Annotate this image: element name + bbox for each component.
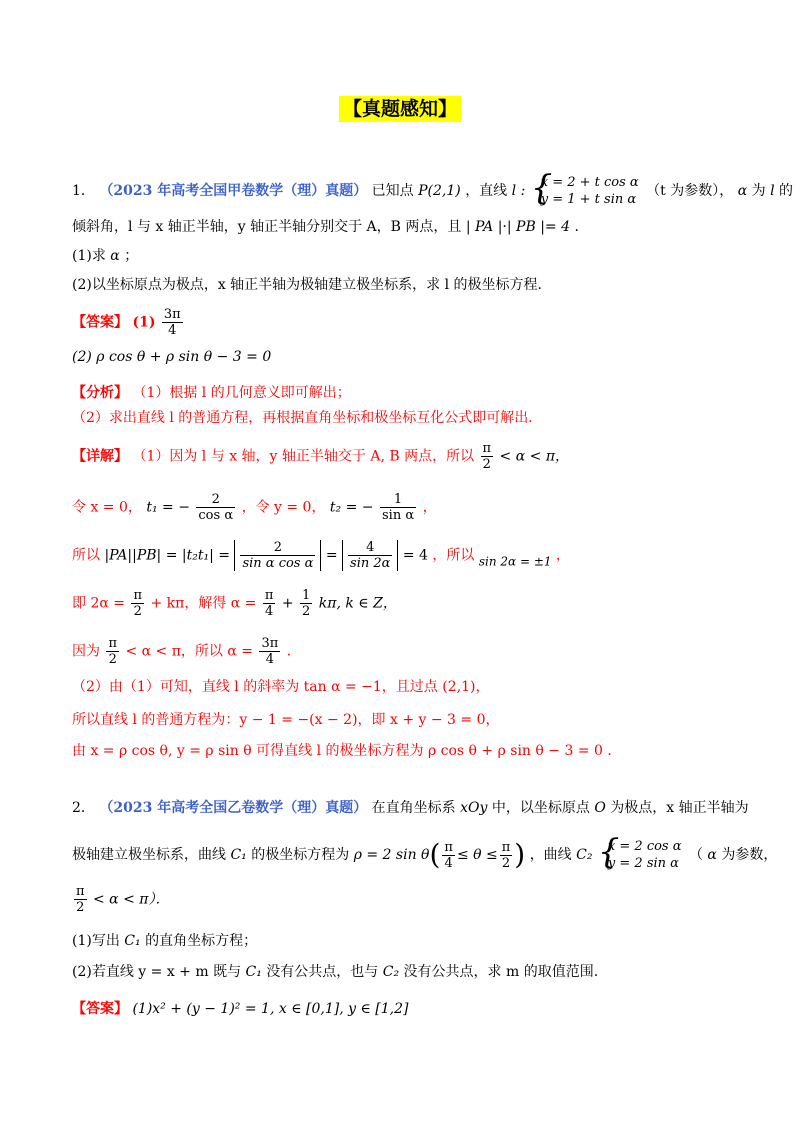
- q1-detail-5: [72, 636, 732, 667]
- q2-stem-line3: [72, 884, 732, 915]
- q1-answer-2: [72, 346, 732, 368]
- text: ，所以: [432, 547, 475, 564]
- text: （: [688, 847, 703, 863]
- alpha: α: [737, 183, 748, 199]
- q2-stem-line1: [72, 797, 749, 819]
- q1-answer-1: [72, 307, 732, 338]
- numerator: 1: [302, 588, 311, 603]
- q2-stem-line2: [72, 838, 778, 872]
- line-l: l :: [511, 183, 526, 199]
- q1-stem-line1: [72, 174, 794, 208]
- text: 为参数，: [721, 847, 778, 863]
- text: 所以: [72, 547, 100, 564]
- numerator: 4: [348, 540, 392, 556]
- numerator: π: [482, 441, 492, 456]
- denominator: 2: [76, 900, 85, 915]
- fraction: [162, 307, 183, 338]
- text: +: [281, 595, 294, 612]
- text: 为极点，x 轴正半轴为: [610, 800, 749, 816]
- text: t₁ = −: [146, 499, 190, 516]
- text: 极轴建立极坐标系，曲线: [72, 847, 226, 863]
- denominator: 4: [444, 855, 453, 871]
- q2-part1: [72, 930, 732, 952]
- text: 的: [779, 183, 794, 199]
- text: (2)若直线 y = x + m 既与: [72, 964, 242, 980]
- text: （1）因为 l 与 x 轴，y 轴正半轴交于 A, B 两点，所以: [132, 448, 475, 465]
- fraction: [442, 840, 455, 871]
- text: 没有公共点，也与: [266, 964, 379, 980]
- numerator: π: [501, 839, 511, 855]
- q2-source: （2023 年高考全国乙卷数学（理）真题）: [99, 800, 368, 816]
- text: .: [574, 219, 579, 235]
- fraction: [380, 492, 416, 523]
- q1-detail-7: 所以直线 l 的普通方程为：y − 1 = −(x − 2)，即 x + y − 3 = 0，: [72, 712, 500, 728]
- q1-parametric-system: [533, 174, 639, 208]
- point-p: P(2,1): [418, 183, 461, 199]
- q2-parametric-system: [600, 838, 682, 872]
- text: = 4: [402, 547, 428, 564]
- abs-value: [342, 540, 398, 571]
- text: O: [594, 800, 606, 816]
- denominator: cos α: [198, 508, 234, 523]
- numerator: π: [76, 884, 85, 899]
- text: ，: [555, 547, 570, 564]
- q1-source: （2023 年高考全国甲卷数学（理）真题）: [99, 183, 368, 199]
- numerator: π: [108, 636, 117, 651]
- text: C₂: [382, 964, 400, 980]
- q1-part1: [72, 245, 732, 267]
- text: 已知点: [371, 183, 414, 199]
- numerator: 1: [380, 492, 416, 508]
- text: xOy: [460, 800, 488, 816]
- q1-detail-8: 由 x = ρ cos θ, y = ρ sin θ 可得直线 l 的极坐标方程为 ρ cos θ + ρ sin θ − 3 = 0 ．: [72, 743, 622, 759]
- denominator: sin α cos α: [242, 556, 314, 571]
- fraction: [131, 588, 144, 619]
- q1-detail-2: [72, 492, 732, 523]
- denominator: 2: [302, 604, 311, 619]
- text: α: [707, 847, 717, 863]
- text: 没有公共点，求 m 的取值范围.: [403, 964, 599, 980]
- numerator: π: [133, 588, 142, 603]
- q1-stem-line2: [72, 216, 732, 238]
- text: |PA||PB| = |t₂t₁| =: [104, 547, 230, 564]
- q1-detail-6: （2）由（1）可知，直线 l 的斜率为 tan α = −1，且过点 (2,1)，: [72, 679, 490, 695]
- answer-label: 【答案】: [72, 1001, 128, 1017]
- text: 在直角坐标系: [371, 800, 456, 816]
- text: 的直角坐标方程；: [145, 933, 258, 949]
- text: kπ, k ∈ Z，: [318, 595, 397, 612]
- q1-part2: (2)以坐标原点为极点，x 轴正半轴为极轴建立极坐标系，求 l 的极坐标方程.: [72, 277, 543, 293]
- text: （t 为参数），: [646, 183, 734, 199]
- abs-value: [234, 540, 321, 571]
- analysis-label: 【分析】: [72, 385, 128, 401]
- text: C₂: [576, 847, 593, 863]
- text: ρ = 2 sin θ: [353, 847, 430, 863]
- denominator: 2: [108, 652, 117, 667]
- fraction: [481, 441, 494, 472]
- numerator: 3π: [163, 307, 181, 322]
- q2-answer-1: [72, 998, 732, 1020]
- section-title: [0, 94, 800, 121]
- numerator: π: [444, 839, 453, 855]
- q1-detail-1: [72, 441, 732, 472]
- alpha: α: [110, 248, 120, 264]
- numerator: 2: [196, 492, 235, 508]
- text: ，令 y = 0，: [241, 499, 326, 516]
- text: < α < π，所以 α =: [125, 643, 254, 660]
- sys-row-1: { x = 2 + t cos α: [540, 175, 639, 190]
- l-symbol: l: [770, 183, 775, 199]
- text: =: [325, 547, 338, 564]
- q1-analysis-1: [72, 382, 732, 404]
- denominator: 2: [482, 457, 491, 472]
- denominator: 4: [168, 323, 177, 338]
- denominator: 4: [265, 652, 275, 667]
- condition: | PA |·| PB |= 4: [465, 219, 571, 235]
- q2-part2: [72, 961, 732, 983]
- q2-number: 2．: [72, 800, 95, 816]
- text: (1)求: [72, 248, 106, 264]
- fraction: [106, 636, 119, 667]
- text: C₁: [245, 964, 262, 980]
- fraction: [500, 840, 513, 871]
- denominator: 2: [501, 855, 511, 871]
- text: ，曲线: [529, 847, 572, 863]
- text: (2) ρ cos θ + ρ sin θ − 3 = 0: [72, 349, 272, 365]
- text: 倾斜角，l 与 x 轴正半轴，y 轴正半轴分别交于 A，B 两点，且: [72, 219, 462, 235]
- numerator: π: [264, 588, 274, 603]
- section-title-text: 【真题感知】: [339, 96, 461, 122]
- text: sin 2α = ±1: [478, 554, 552, 569]
- text: (1): [132, 314, 156, 331]
- text: 令 x = 0，: [72, 499, 142, 516]
- fraction: [74, 884, 87, 915]
- fraction: [240, 540, 315, 571]
- text: 即 2α =: [72, 595, 125, 612]
- detail-label: 【详解】: [72, 448, 128, 465]
- text: ．: [286, 643, 301, 660]
- fraction: [348, 540, 392, 571]
- sys-row-2: y = 1 + t sin α: [540, 192, 637, 207]
- sys-row-2: y = 2 sin α: [607, 856, 679, 871]
- text: 为: [751, 183, 766, 199]
- text: C₁: [124, 933, 141, 949]
- text: ，直线: [465, 183, 508, 199]
- text: < α < π，: [499, 448, 570, 465]
- text: 的极坐标方程为: [251, 847, 350, 863]
- fraction: [300, 588, 312, 619]
- fraction: [263, 588, 276, 619]
- q1-analysis-2: （2）求出直线 l 的普通方程，再根据直角坐标和极坐标互化公式即可解出．: [72, 410, 543, 426]
- sys-row-1: { x = 2 cos α: [607, 839, 682, 854]
- q1-detail-4: [72, 588, 732, 619]
- text: < α < π）．: [93, 891, 170, 908]
- text: 因为: [72, 643, 100, 660]
- text: ；: [124, 248, 139, 264]
- fraction: [259, 636, 280, 667]
- text: ，: [422, 499, 437, 516]
- text: (1)x² + (y − 1)² = 1, x ∈ [0,1], y ∈ [1,2]: [132, 1001, 409, 1017]
- text: ≤ θ ≤: [456, 847, 498, 863]
- denominator: 4: [264, 604, 274, 619]
- text: + kπ，解得 α =: [150, 595, 257, 612]
- text: t₂ = −: [329, 499, 374, 516]
- text: （1）根据 l 的几何意义即可解出；: [132, 385, 351, 401]
- q1-number: 1．: [72, 183, 95, 199]
- numerator: 3π: [261, 636, 279, 651]
- answer-label: 【答案】: [72, 314, 128, 331]
- text: C₁: [230, 847, 247, 863]
- text: 中，以坐标原点: [491, 800, 590, 816]
- q1-detail-3: [72, 540, 732, 573]
- denominator: 2: [133, 604, 142, 619]
- paren-right: ): [514, 838, 526, 871]
- numerator: 2: [240, 540, 315, 556]
- text: (1)写出: [72, 933, 120, 949]
- denominator: sin α: [381, 508, 415, 523]
- denominator: sin 2α: [350, 556, 391, 571]
- fraction: [196, 492, 235, 523]
- paren-left: (: [429, 838, 441, 871]
